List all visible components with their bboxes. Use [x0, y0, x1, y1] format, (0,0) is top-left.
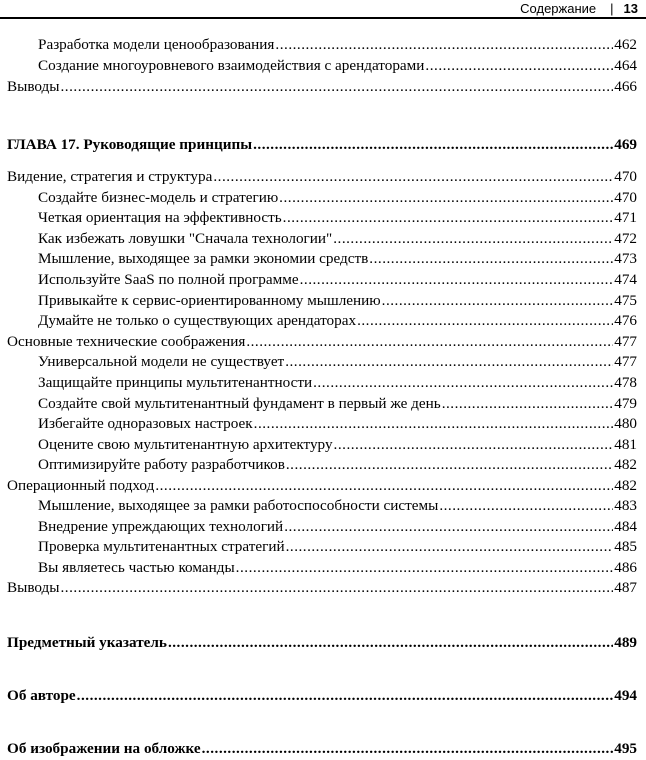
- toc-entry-title: Мышление, выходящее за рамки экономии средств: [38, 250, 369, 267]
- toc-dot-leader: [77, 686, 614, 706]
- toc-entry-title: Как избежать ловушки "Сначала технологии": [38, 230, 333, 247]
- toc-entry-page: 469: [614, 136, 637, 153]
- toc-dot-leader: [61, 77, 614, 97]
- toc-entry-title: Об изображении на обложке: [7, 740, 201, 757]
- toc-entry-page: 482: [614, 477, 637, 494]
- running-head-separator: |: [610, 1, 614, 16]
- toc-chapter-entry: [7, 739, 637, 759]
- toc-entry-page: 475: [614, 292, 637, 309]
- toc-entry-page: 482: [614, 456, 637, 473]
- toc-entry-title: Проверка мультитенантных стратегий: [38, 538, 285, 555]
- toc-dot-leader: [333, 229, 613, 249]
- toc-entry-page: 486: [614, 559, 637, 576]
- toc-entry-page: 464: [614, 57, 637, 74]
- toc-entry-title: Привыкайте к сервис-ориентированному мышлению: [38, 292, 381, 309]
- toc-dot-leader: [357, 311, 613, 331]
- toc-entry: [38, 537, 637, 557]
- toc-entry: [38, 35, 637, 55]
- running-head: [520, 1, 638, 16]
- toc-dot-leader: [286, 537, 614, 557]
- toc-dot-leader: [168, 633, 613, 653]
- toc-entry-title: ГЛАВА 17. Руководящие принципы: [7, 136, 253, 153]
- toc-entry: [38, 394, 637, 414]
- toc-entry-title: Основные технические соображения: [7, 333, 246, 350]
- toc-dot-leader: [369, 249, 613, 269]
- toc-dot-leader: [285, 352, 613, 372]
- toc-entry-page: 494: [614, 687, 637, 704]
- toc-entry: [7, 578, 637, 598]
- toc-entry-title: Предметный указатель: [7, 634, 167, 651]
- toc-dot-leader: [275, 35, 613, 55]
- toc-dot-leader: [246, 332, 613, 352]
- toc-entry-page: 476: [614, 312, 637, 329]
- toc-dot-leader: [254, 414, 614, 434]
- toc-entry-page: 479: [614, 395, 637, 412]
- toc-entry-page: 481: [614, 436, 637, 453]
- toc-entry-page: 474: [614, 271, 637, 288]
- toc-dot-leader: [300, 270, 614, 290]
- toc-entry-title: Внедрение упреждающих технологий: [38, 518, 284, 535]
- toc-entry: [38, 435, 637, 455]
- toc-dot-leader: [213, 167, 613, 187]
- toc-entry-page: 471: [614, 209, 637, 226]
- toc-chapter-entry: [7, 633, 637, 653]
- toc-entry-page: 472: [614, 230, 637, 247]
- toc-entry-title: Универсальной модели не существует: [38, 353, 285, 370]
- toc-entry-page: 489: [614, 634, 637, 651]
- toc-entry-title: Оптимизируйте работу разработчиков: [38, 456, 285, 473]
- toc-entry-page: 470: [614, 189, 637, 206]
- toc-entry-title: Вы являетесь частью команды: [38, 559, 235, 576]
- toc-dot-leader: [202, 739, 614, 759]
- toc-dot-leader: [313, 373, 613, 393]
- toc-dot-leader: [425, 56, 613, 76]
- toc-entry-title: Создайте бизнес-модель и стратегию: [38, 189, 279, 206]
- toc-entry: [38, 496, 637, 516]
- toc-entry-title: Видение, стратегия и структура: [7, 168, 213, 185]
- toc-entry-title: Выводы: [7, 78, 60, 95]
- toc-dot-leader: [382, 291, 614, 311]
- toc-dot-leader: [286, 455, 613, 475]
- toc-entry: [38, 208, 637, 228]
- toc-entry: [38, 56, 637, 76]
- toc-entry-page: 473: [614, 250, 637, 267]
- toc-entry-page: 466: [614, 78, 637, 95]
- toc-dot-leader: [155, 476, 613, 496]
- running-head-section: Содержание: [520, 1, 597, 16]
- toc-entry: [7, 77, 637, 97]
- toc-entry-page: 485: [614, 538, 637, 555]
- toc-entry-page: 480: [614, 415, 637, 432]
- toc-entry: [38, 249, 637, 269]
- toc-entry-title: Думайте не только о существующих арендаторах: [38, 312, 357, 329]
- header-rule: [0, 17, 646, 19]
- toc-dot-leader: [61, 578, 614, 598]
- toc-entry-title: Используйте SaaS по полной программе: [38, 271, 299, 288]
- toc-entry: [38, 558, 637, 578]
- toc-dot-leader: [439, 496, 613, 516]
- toc-entry-title: Избегайте одноразовых настроек: [38, 415, 253, 432]
- toc-entry: [38, 352, 637, 372]
- toc-entry: [38, 414, 637, 434]
- toc-entry: [38, 270, 637, 290]
- toc-dot-leader: [236, 558, 614, 578]
- toc-entry-title: Об авторе: [7, 687, 76, 704]
- toc-entry-page: 484: [614, 518, 637, 535]
- toc-entry-title: Создание многоуровневого взаимодействия с арендаторами: [38, 57, 425, 74]
- toc-entry: [7, 476, 637, 496]
- toc-entry-title: Оцените свою мультитенантную архитектуру: [38, 436, 333, 453]
- toc-entry-page: 470: [614, 168, 637, 185]
- toc-entry: [7, 167, 637, 187]
- toc-entry-title: Четкая ориентация на эффективность: [38, 209, 282, 226]
- toc-dot-leader: [284, 517, 613, 537]
- toc-entry-page: 478: [614, 374, 637, 391]
- toc-entry-title: Мышление, выходящее за рамки работоспособности системы: [38, 497, 439, 514]
- toc-entry-page: 487: [614, 579, 637, 596]
- page-number: 13: [623, 1, 638, 16]
- toc-entry-page: 477: [614, 353, 637, 370]
- toc-entry-page: 462: [614, 36, 637, 53]
- toc-entry-page: 483: [614, 497, 637, 514]
- toc-entry-page: 477: [614, 333, 637, 350]
- toc-entry: [7, 332, 637, 352]
- toc-entry-title: Создайте свой мультитенантный фундамент в первый же день: [38, 395, 441, 412]
- toc-dot-leader: [283, 208, 614, 228]
- toc-chapter-entry: [7, 135, 637, 155]
- toc-chapter-entry: [7, 686, 637, 706]
- toc-entry: [38, 455, 637, 475]
- toc-dot-leader: [253, 135, 613, 155]
- toc-entry: [38, 188, 637, 208]
- toc-entry: [38, 517, 637, 537]
- toc-entry-title: Разработка модели ценообразования: [38, 36, 275, 53]
- toc-entry: [38, 311, 637, 331]
- toc-entry: [38, 291, 637, 311]
- toc-dot-leader: [442, 394, 614, 414]
- toc-dot-leader: [334, 435, 614, 455]
- toc-entry: [38, 373, 637, 393]
- toc-dot-leader: [279, 188, 613, 208]
- toc-entry: [38, 229, 637, 249]
- toc-entry-page: 495: [614, 740, 637, 757]
- toc-entry-title: Выводы: [7, 579, 60, 596]
- toc-entry-title: Операционный подход: [7, 477, 155, 494]
- toc-entry-title: Защищайте принципы мультитенантности: [38, 374, 313, 391]
- page-header: [0, 0, 646, 20]
